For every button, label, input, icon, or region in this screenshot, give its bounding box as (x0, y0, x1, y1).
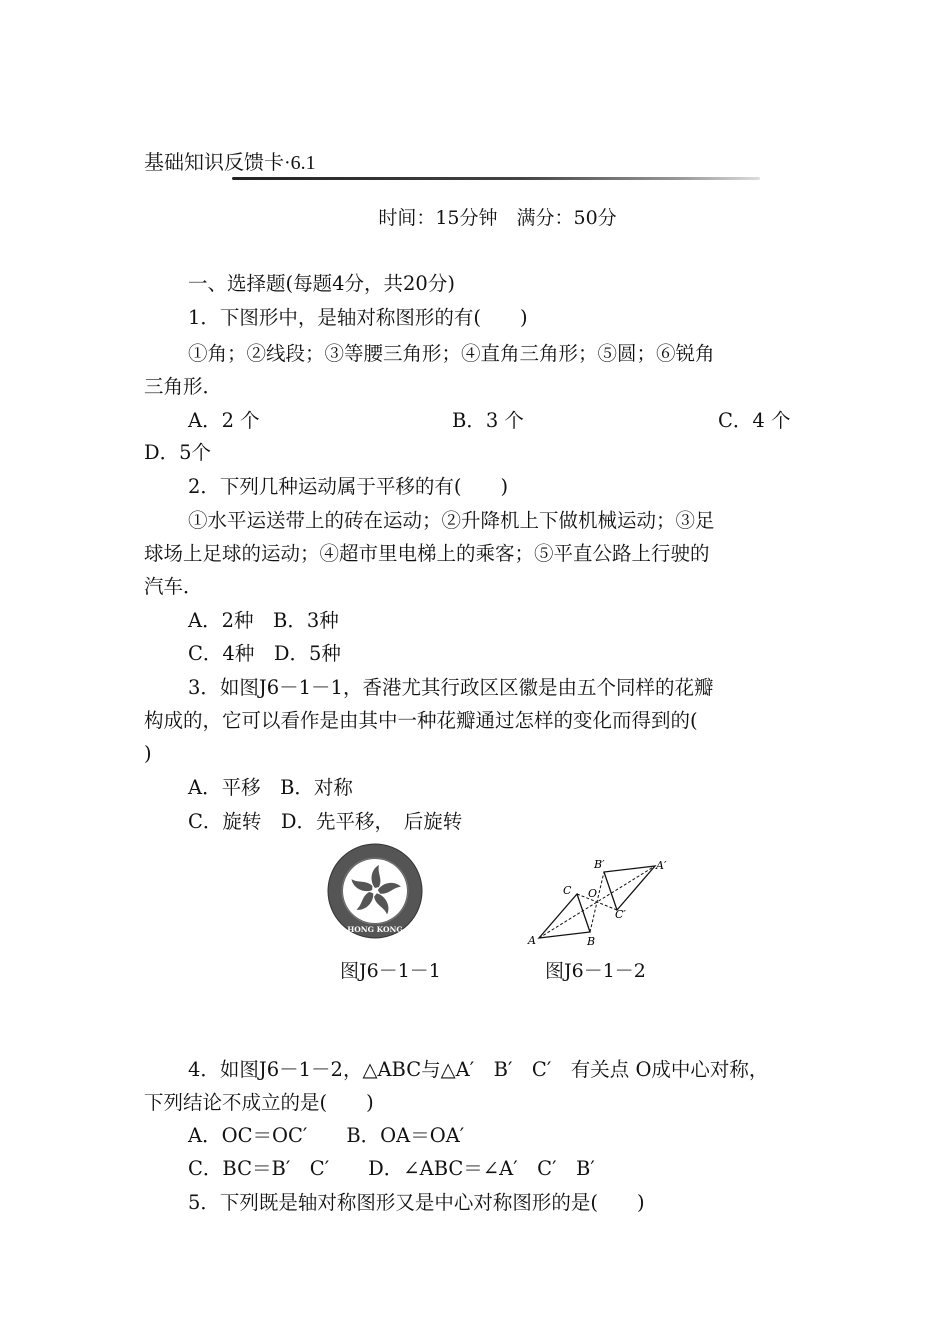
q4-options-cd: C．BC＝B′ C′ D．∠ABC＝∠A′ C′ B′ (188, 1157, 595, 1180)
q2-line3: 汽车． (144, 575, 203, 598)
q1-option-d: D．5个 (144, 441, 212, 464)
q1-stem: 1．下图形中，是轴对称图形的有( ) (188, 306, 528, 329)
label-B: B (587, 935, 596, 948)
figure-caption-1: 图J6－1－1 (340, 960, 441, 982)
label-C-prime: C′ (615, 908, 626, 921)
q2-options-cd: C．4种 D．5种 (188, 642, 341, 665)
q3-line1: 3．如图J6－1－1，香港尤其行政区区徽是由五个同样的花瓣 (188, 676, 714, 699)
q5-stem: 5．下列既是轴对称图形又是中心对称图形的是( ) (188, 1191, 645, 1214)
q4-line1: 4．如图J6－1－2，△ABC与△A′ B′ C′ 有关点 O成中心对称， (188, 1058, 769, 1081)
figure-caption-2: 图J6－1－2 (545, 960, 646, 982)
card-title: 基础知识反馈卡·6.1 (144, 152, 316, 174)
label-C: C (563, 884, 572, 897)
q2-stem: 2．下列几种运动属于平移的有( ) (188, 475, 509, 498)
q1-option-c: C．4 个 (718, 409, 791, 432)
q2-line2: 球场上足球的运动；④超市里电梯上的乘客；⑤平直公路上行驶的 (144, 542, 710, 565)
q1-option-a: A．2 个 (188, 409, 260, 432)
q3-options-cd: C．旋转 D．先平移， 后旋转 (188, 810, 463, 833)
emblem-hong-kong-text: HONG KONG (347, 925, 403, 934)
label-A-prime: A′ (656, 859, 667, 872)
q3-line3: ) (144, 742, 152, 765)
q4-options-ab: A．OC＝OC′ B．OA＝OA′ (188, 1124, 465, 1147)
q3-options-ab: A．平移 B．对称 (188, 776, 353, 799)
label-O: O (588, 887, 598, 900)
q1-items-line2: 三角形． (144, 375, 223, 398)
hong-kong-emblem-figure (326, 842, 424, 940)
q3-line2: 构成的，它可以看作是由其中一种花瓣通过怎样的变化而得到的( (144, 709, 698, 732)
q1-items-line1: ①角；②线段；③等腰三角形；④直角三角形；⑤圆；⑥锐角 (188, 342, 715, 365)
q2-line1: ①水平运送带上的砖在运动；②升降机上下做机械运动；③足 (188, 509, 715, 532)
section-heading: 一、选择题(每题4分，共20分) (188, 272, 455, 295)
q4-line2: 下列结论不成立的是( ) (144, 1091, 374, 1114)
time-score-line: 时间：15分钟 满分：50分 (378, 207, 617, 229)
label-B-prime: B′ (594, 858, 605, 871)
q1-option-b: B．3 个 (452, 409, 524, 432)
q2-options-ab: A．2种 B．3种 (188, 609, 339, 632)
title-underline (232, 177, 760, 180)
label-A: A (528, 934, 536, 947)
central-symmetry-figure (522, 852, 682, 950)
